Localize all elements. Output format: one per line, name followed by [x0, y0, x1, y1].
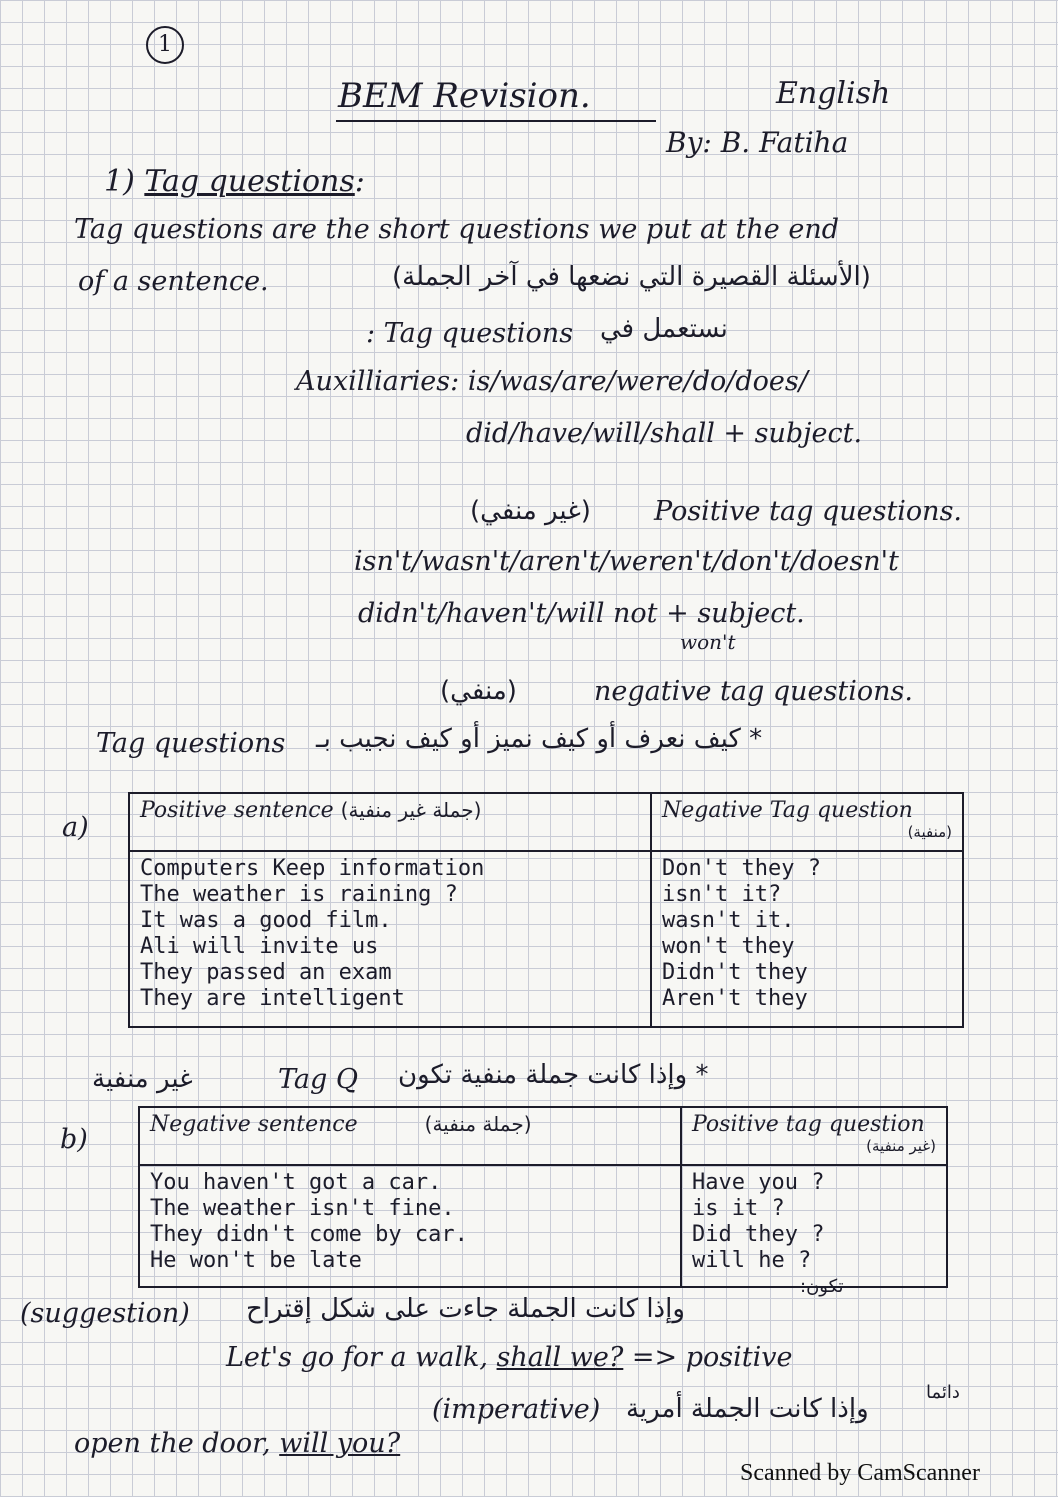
- positive-tags-en: Positive tag questions.: [654, 496, 963, 527]
- suggestion-sentence: Let's go for a walk,: [226, 1342, 488, 1373]
- section-heading: [104, 164, 365, 199]
- negative-tags-ar: (منفي): [440, 676, 517, 706]
- section-number: 1): [104, 164, 135, 199]
- table-a-tag: Didn't they: [662, 960, 808, 985]
- table-b-sentence: They didn't come by car.: [150, 1222, 468, 1247]
- table-a-sentence: They passed an exam: [140, 960, 392, 985]
- table-b-tag: is it ?: [692, 1196, 785, 1221]
- section-title: Tag questions: [144, 164, 355, 199]
- suggestion-example: [226, 1342, 793, 1373]
- definition-line-1: Tag questions are the short questions we put at the end: [74, 214, 839, 245]
- table-b-header-left: [139, 1107, 681, 1165]
- table-b-marker: b): [60, 1124, 88, 1155]
- auxiliaries-list-1: is/was/are/were/do/does/: [467, 366, 808, 397]
- table-a-header-right-en: Negative Tag question: [662, 798, 913, 823]
- page-number: 1: [146, 26, 184, 64]
- definition-line-2: of a sentence.: [78, 266, 269, 297]
- how-to-en: Tag questions: [96, 728, 286, 759]
- suggestion-rule-note: تكون:: [800, 1276, 844, 1297]
- suggestion-rule-en: (suggestion): [20, 1298, 190, 1329]
- imperative-rule-ar: وإذا كانت الجملة أمرية: [626, 1394, 869, 1424]
- usage-intro-ar: نستعمل في: [600, 314, 728, 344]
- table-b-header-right-ar: (غير منفية): [866, 1137, 936, 1155]
- usage-intro-en: : Tag questions: [366, 318, 574, 349]
- table-a-tag: wasn't it.: [662, 908, 795, 933]
- table-a-sentence: Ali will invite us: [140, 934, 379, 959]
- suggestion-result-ar: دائما: [926, 1382, 960, 1403]
- table-a-sentences: [129, 851, 651, 1027]
- table-a-header-left-ar: (جملة غير منفية): [340, 798, 482, 822]
- subject-label: English: [776, 76, 891, 111]
- imperative-rule-en: (imperative): [432, 1394, 601, 1425]
- imperative-sentence: open the door,: [74, 1428, 271, 1459]
- auxiliaries-line-1: [296, 366, 808, 397]
- positive-tags-ar: (غير منفي): [470, 496, 591, 526]
- negative-aux-note: won't: [680, 630, 736, 654]
- table-b-sentence: You haven't got a car.: [150, 1170, 442, 1195]
- table-a: [128, 792, 964, 1028]
- document-title: BEM Revision.: [338, 76, 591, 116]
- table-a-marker: a): [62, 812, 89, 843]
- suggestion-result: positive: [685, 1342, 793, 1373]
- suggestion-tag: shall we?: [496, 1342, 624, 1373]
- table-a-tag: Aren't they: [662, 986, 808, 1011]
- table-b-sentences: [139, 1165, 681, 1287]
- suggestion-arrow: =>: [631, 1342, 678, 1373]
- table-a-header-left-en: Positive sentence: [140, 798, 334, 823]
- table-b: [138, 1106, 948, 1288]
- table-a-header-left: [129, 793, 651, 851]
- imperative-tag: will you?: [279, 1428, 401, 1459]
- negative-rule-ar: * وإذا كانت جملة منفية تكون: [398, 1060, 709, 1090]
- table-b-tag: will he ?: [692, 1248, 812, 1273]
- how-to-ar: * كيف نعرف أو كيف نميز أو كيف نجيب بـ: [316, 724, 763, 754]
- table-b-tag: Have you ?: [692, 1170, 825, 1195]
- table-b-header-left-en: Negative sentence: [150, 1112, 358, 1137]
- title-underline: [336, 120, 656, 122]
- table-a-sentence: They are intelligent: [140, 986, 405, 1011]
- imperative-example: [74, 1428, 400, 1459]
- section-colon: :: [354, 164, 365, 199]
- table-b-header-right-en: Positive tag question: [692, 1112, 925, 1137]
- table-b-header-left-ar: (جملة منفية): [424, 1112, 532, 1136]
- negative-aux-line-1: isn't/wasn't/aren't/weren't/don't/doesn't: [354, 546, 899, 577]
- table-b-tag: Did they ?: [692, 1222, 825, 1247]
- negative-rule-ar2: غير منفية: [92, 1064, 193, 1094]
- table-a-header-right-ar: (منفية): [907, 823, 952, 841]
- auxiliaries-line-2: did/have/will/shall + subject.: [466, 418, 863, 449]
- auxiliaries-label: Auxilliaries:: [296, 366, 460, 397]
- table-a-tag: won't they: [662, 934, 795, 959]
- author-label: By: B. Fatiha: [666, 126, 849, 159]
- table-a-header-right: [651, 793, 963, 851]
- table-a-tag: Don't they ?: [662, 856, 821, 881]
- table-b-header-right: [681, 1107, 947, 1165]
- definition-arabic: (الأسئلة القصيرة التي نضعها في آخر الجملة): [392, 262, 871, 292]
- table-a-sentence: The weather is raining ?: [140, 882, 458, 907]
- negative-aux-line-2: didn't/haven't/will not + subject.: [358, 598, 805, 629]
- suggestion-rule-ar: وإذا كانت الجملة جاءت على شكل إقتراح: [246, 1294, 685, 1324]
- table-b-tags: [681, 1165, 947, 1287]
- table-b-sentence: The weather isn't fine.: [150, 1196, 455, 1221]
- negative-tags-en: negative tag questions.: [594, 676, 913, 707]
- scanner-footer: Scanned by CamScanner: [740, 1460, 980, 1486]
- table-a-sentence: Computers Keep information: [140, 856, 485, 881]
- negative-rule-en: Tag Q: [278, 1064, 359, 1095]
- table-a-tags: [651, 851, 963, 1027]
- table-a-sentence: It was a good film.: [140, 908, 392, 933]
- table-a-tag: isn't it?: [662, 882, 782, 907]
- table-b-sentence: He won't be late: [150, 1248, 362, 1273]
